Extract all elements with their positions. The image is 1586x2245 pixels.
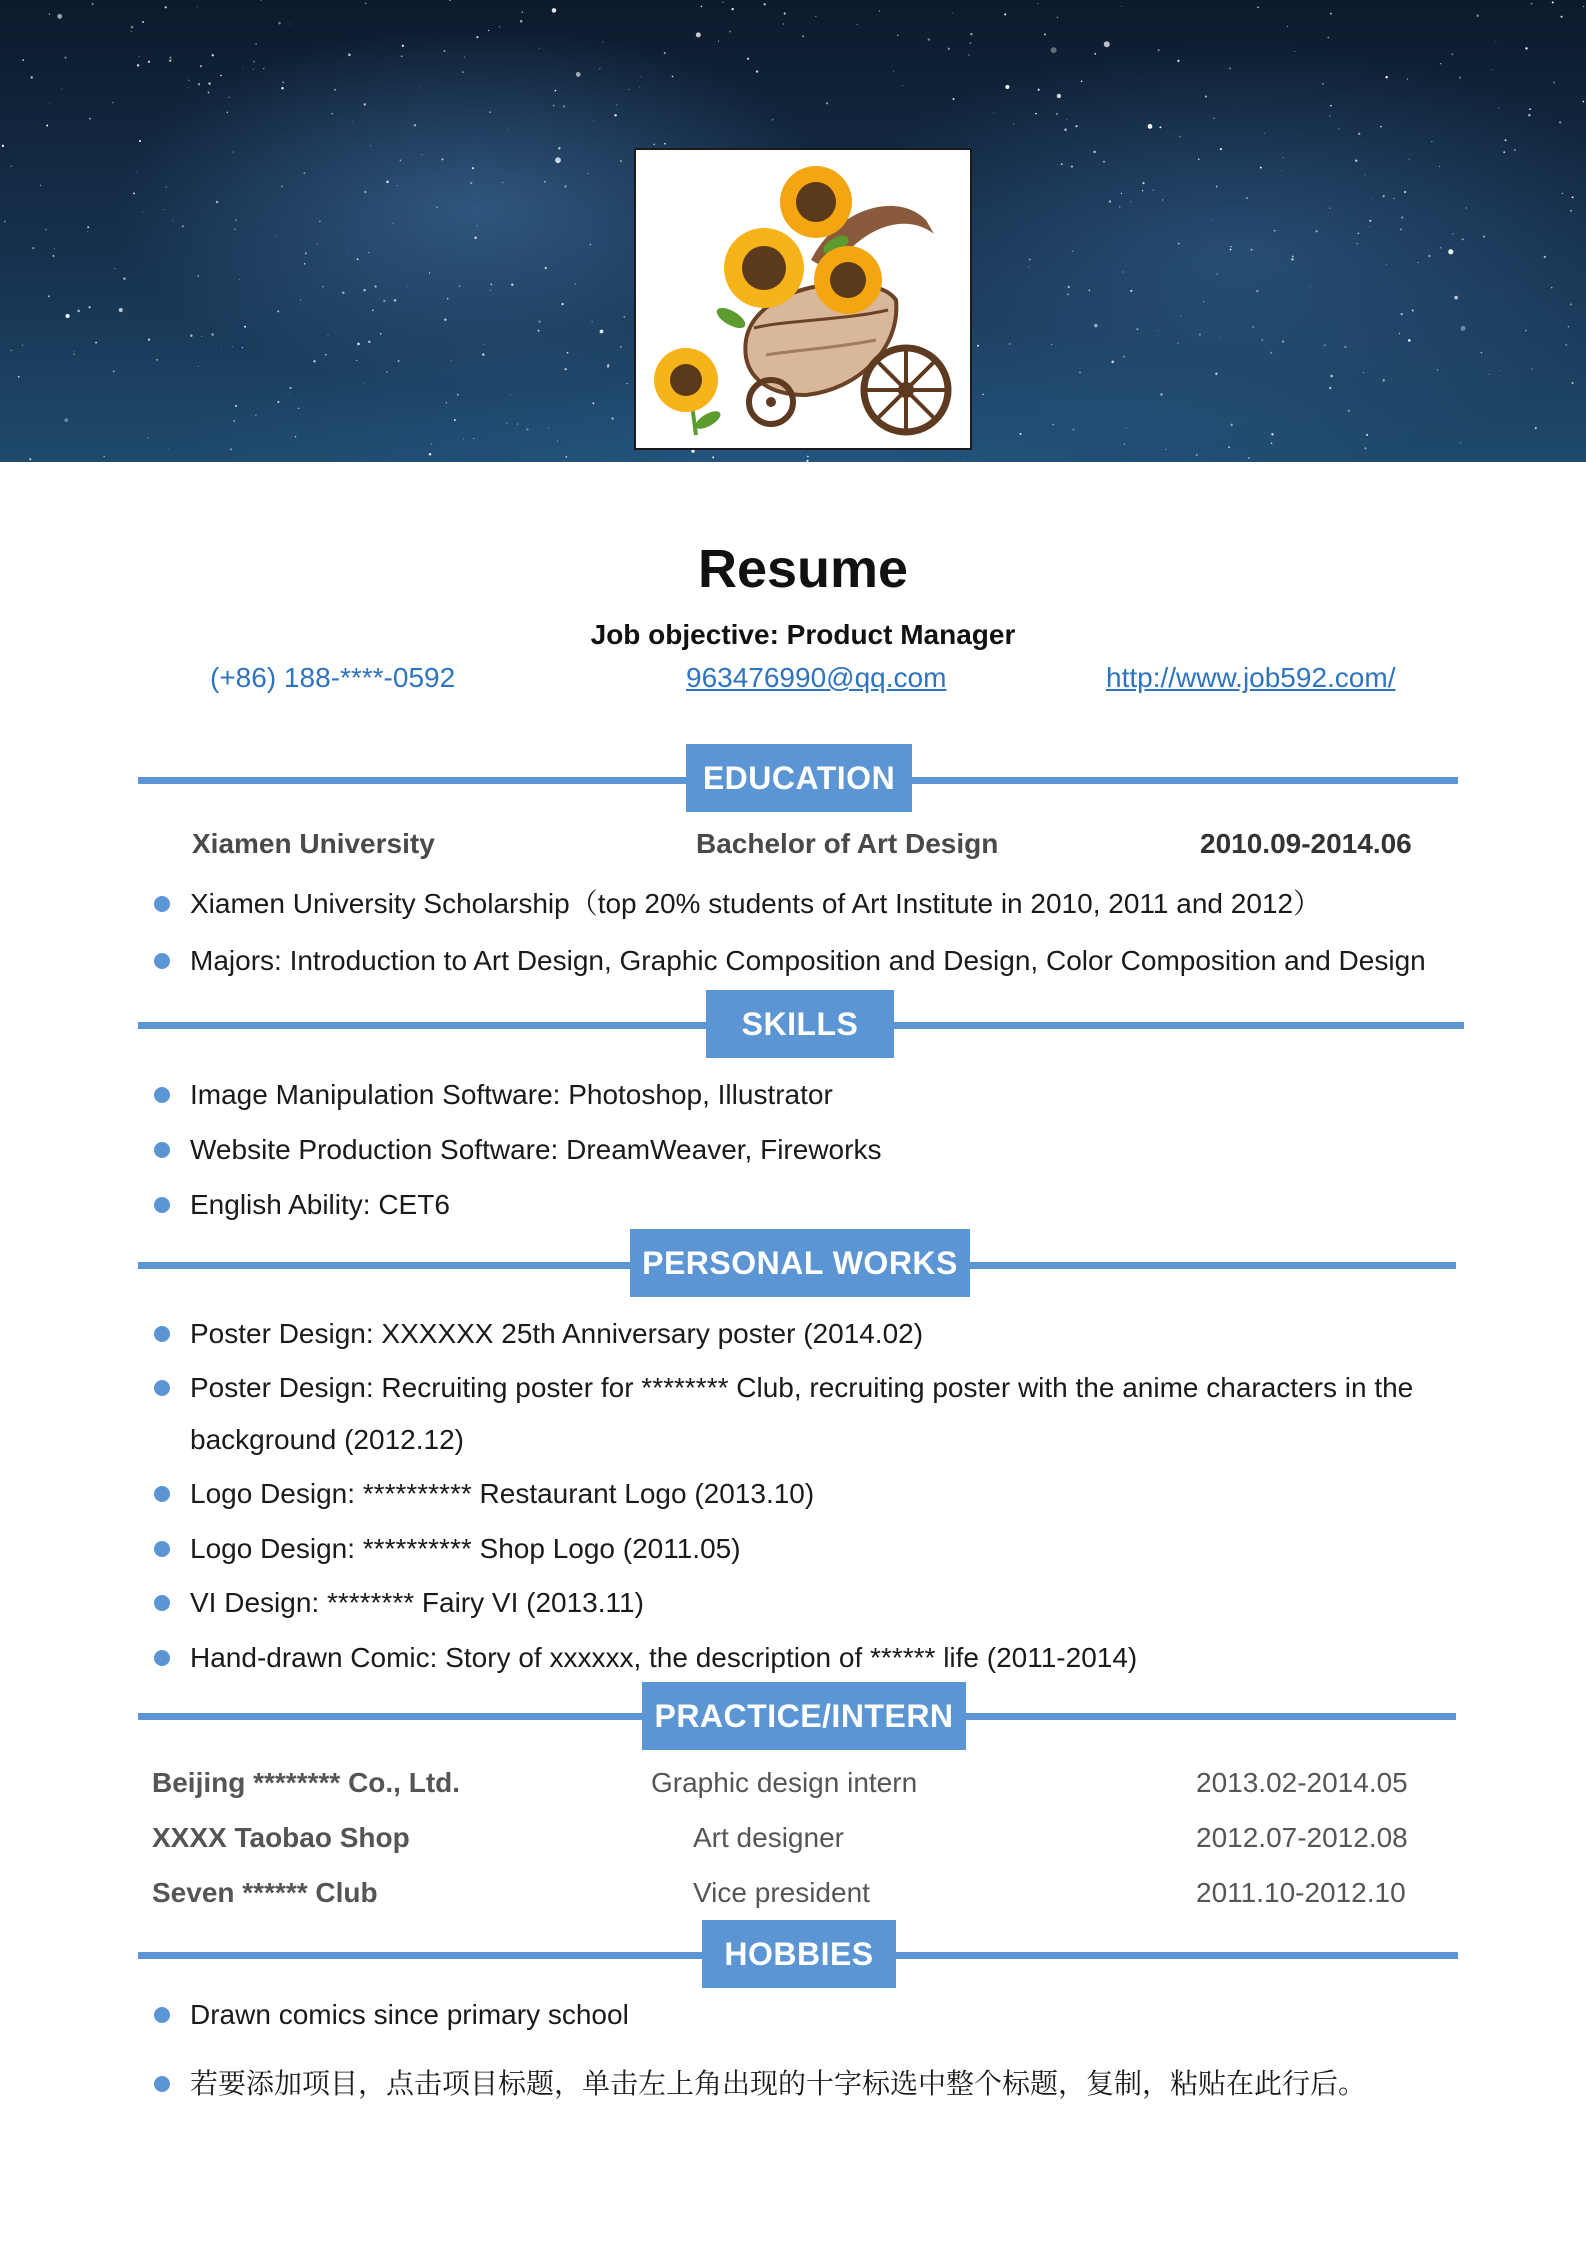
sunflower-2 [724, 228, 804, 308]
intern-company: XXXX Taobao Shop [152, 1822, 410, 1853]
intern-company: Beijing ******** Co., Ltd. [152, 1767, 461, 1798]
bullet-dot [154, 896, 170, 912]
education-heading: EDUCATION [686, 744, 912, 812]
bullet-dot [154, 1380, 170, 1396]
education-degree: Bachelor of Art Design [696, 828, 999, 859]
intern-period: 2011.10-2012.10 [1196, 1877, 1406, 1908]
education-period: 2010.09-2014.06 [1200, 828, 1412, 859]
bullet-dot [154, 2007, 170, 2023]
hobbies-heading: HOBBIES [702, 1920, 896, 1988]
education-school: Xiamen University [192, 828, 435, 859]
bullet-dot [154, 953, 170, 969]
intern-company: Seven ****** Club [152, 1877, 378, 1908]
works-heading: PERSONAL WORKS [630, 1229, 970, 1297]
bullet-dot [154, 1087, 170, 1103]
contact-website-link[interactable]: http://www.job592.com/ [1106, 662, 1396, 693]
profile-photo [634, 148, 972, 450]
practice-heading: PRACTICE/INTERN [642, 1682, 966, 1750]
sunflower-4 [654, 348, 718, 412]
intern-period: 2013.02-2014.05 [1196, 1767, 1408, 1798]
intern-period: 2012.07-2012.08 [1196, 1822, 1408, 1853]
contact-email-link[interactable]: 963476990@qq.com [686, 662, 947, 693]
intern-role: Art designer [693, 1822, 844, 1853]
header-banner [0, 0, 1586, 462]
bullet-dot [154, 1142, 170, 1158]
sunflower-1 [780, 166, 852, 238]
bullet-dot [154, 2076, 170, 2092]
bullet-dot [154, 1650, 170, 1666]
page-title: Resume [697, 539, 909, 599]
bullet-dot [154, 1595, 170, 1611]
bullet-dot [154, 1326, 170, 1342]
intern-role: Vice president [693, 1877, 870, 1908]
sunflower-cart-illustration [636, 150, 970, 448]
contact-phone: (+86) 188-****-0592 [210, 662, 456, 693]
intern-role: Graphic design intern [651, 1767, 918, 1798]
job-objective: Job objective: Product Manager [590, 619, 1016, 650]
bullet-dot [154, 1486, 170, 1502]
skills-heading: SKILLS [706, 990, 894, 1058]
bullet-dot [154, 1197, 170, 1213]
bullet-dot [154, 1541, 170, 1557]
sunflower-3 [814, 246, 882, 314]
